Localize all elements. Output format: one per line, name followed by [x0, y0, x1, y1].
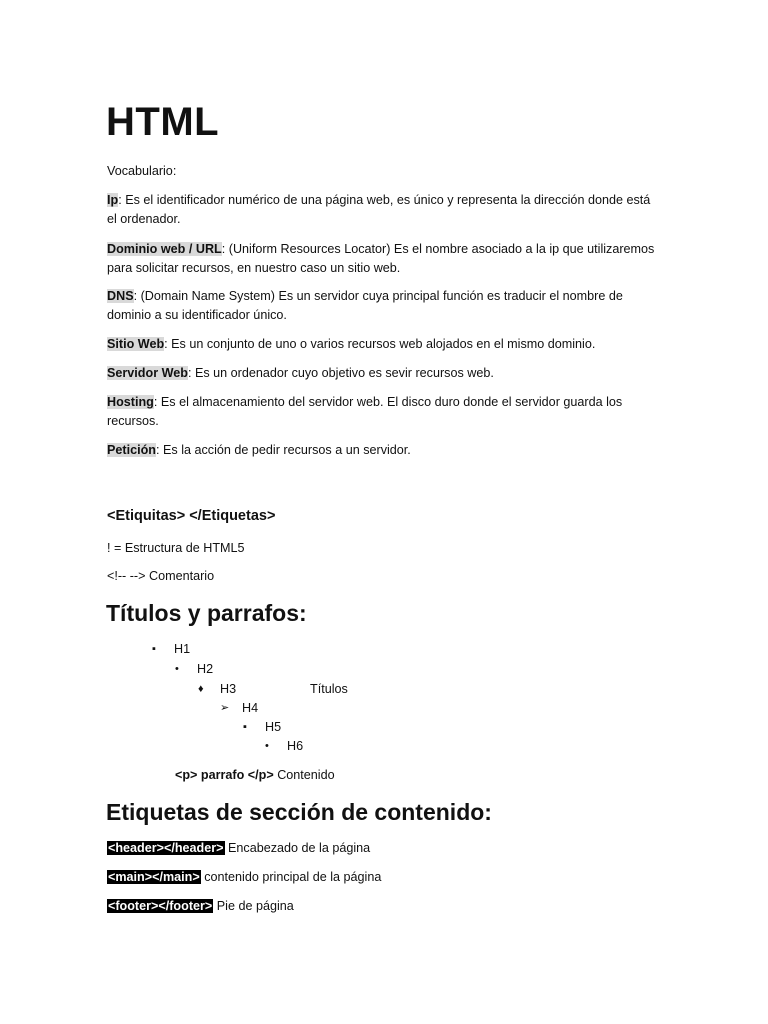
list-item-label: H6: [287, 739, 304, 753]
list-item-label: H1: [174, 642, 191, 656]
tags-heading: <Etiquitas> </Etiquetas>: [107, 508, 276, 524]
code-tag-description: contenido principal de la página: [200, 870, 382, 884]
document-title: HTML: [106, 100, 220, 144]
definition-dns: [107, 287, 659, 324]
definition-servidor-web: [107, 364, 659, 383]
square-bullet-icon: ▪: [243, 721, 247, 733]
titles-heading: Títulos y parrafos:: [106, 600, 307, 626]
definition-term: Sitio Web: [107, 337, 165, 351]
list-item-label: H5: [265, 720, 282, 734]
diamond-bullet-icon: ♦: [198, 683, 204, 695]
html5-structure-line: ! = Estructura de HTML5: [107, 541, 245, 555]
section-tags-heading: Etiquetas de sección de contenido:: [106, 799, 492, 825]
definition-text: : Es la acción de pedir recursos a un servidor.: [156, 443, 411, 457]
list-item-label: H2: [197, 662, 214, 676]
list-item-label: H3: [220, 682, 237, 696]
definition-text: : Es el almacenamiento del servidor web. El disco duro donde el servidor guarda los recursos.: [107, 395, 623, 428]
code-tag: <header></header>: [108, 841, 224, 855]
section-tag-header: [107, 839, 659, 858]
definition-text: : (Domain Name System) Es un servidor cuya principal función es traducir el nombre de dominio a su identificador único.: [107, 289, 623, 322]
paragraph-note: Contenido: [273, 768, 335, 782]
definition-term: Ip: [107, 193, 119, 207]
titles-note: Títulos: [310, 682, 348, 696]
definition-term: Petición: [107, 443, 156, 457]
definition-term: Hosting: [107, 395, 154, 409]
definition-term: Servidor Web: [107, 366, 188, 380]
arrow-bullet-icon: ➢: [220, 702, 230, 714]
section-tag-footer: [107, 897, 659, 916]
definition-ip: [107, 191, 659, 228]
paragraph-tag-line: [175, 766, 335, 784]
definition-text: : Es un ordenador cuyo objetivo es sevir recursos web.: [187, 366, 494, 380]
square-bullet-icon: ▪: [152, 643, 156, 655]
definition-term: Dominio web / URL: [107, 242, 222, 256]
definition-text: : (Uniform Resources Locator) Es el nombre asociado a la ip que utilizaremos para solicitar recursos, en nuestro caso un sitio web.: [107, 242, 655, 275]
code-tag: <footer></footer>: [108, 899, 213, 913]
vocabulary-heading: Vocabulario:: [107, 164, 177, 178]
round-bullet-icon: •: [175, 663, 179, 675]
code-tag-description: Encabezado de la página: [224, 841, 371, 855]
definition-text: : Es el identificador numérico de una página web, es único y representa la dirección donde está el ordenador.: [107, 193, 651, 226]
paragraph-tag: <p> parrafo </p>: [175, 768, 274, 782]
definition-url: [107, 240, 659, 277]
code-tag: <main></main>: [108, 870, 200, 884]
definition-term: DNS: [107, 289, 134, 303]
definition-text: : Es un conjunto de uno o varios recursos web alojados en el mismo dominio.: [164, 337, 596, 351]
section-tag-main: [107, 868, 659, 887]
code-tag-description: Pie de página: [213, 899, 294, 913]
round-bullet-icon: •: [265, 740, 269, 752]
comment-line: <!-- --> Comentario: [107, 569, 215, 583]
definition-hosting: [107, 393, 659, 430]
definition-sitio-web: [107, 335, 659, 354]
list-item-label: H4: [242, 701, 259, 715]
definition-peticion: [107, 441, 659, 460]
